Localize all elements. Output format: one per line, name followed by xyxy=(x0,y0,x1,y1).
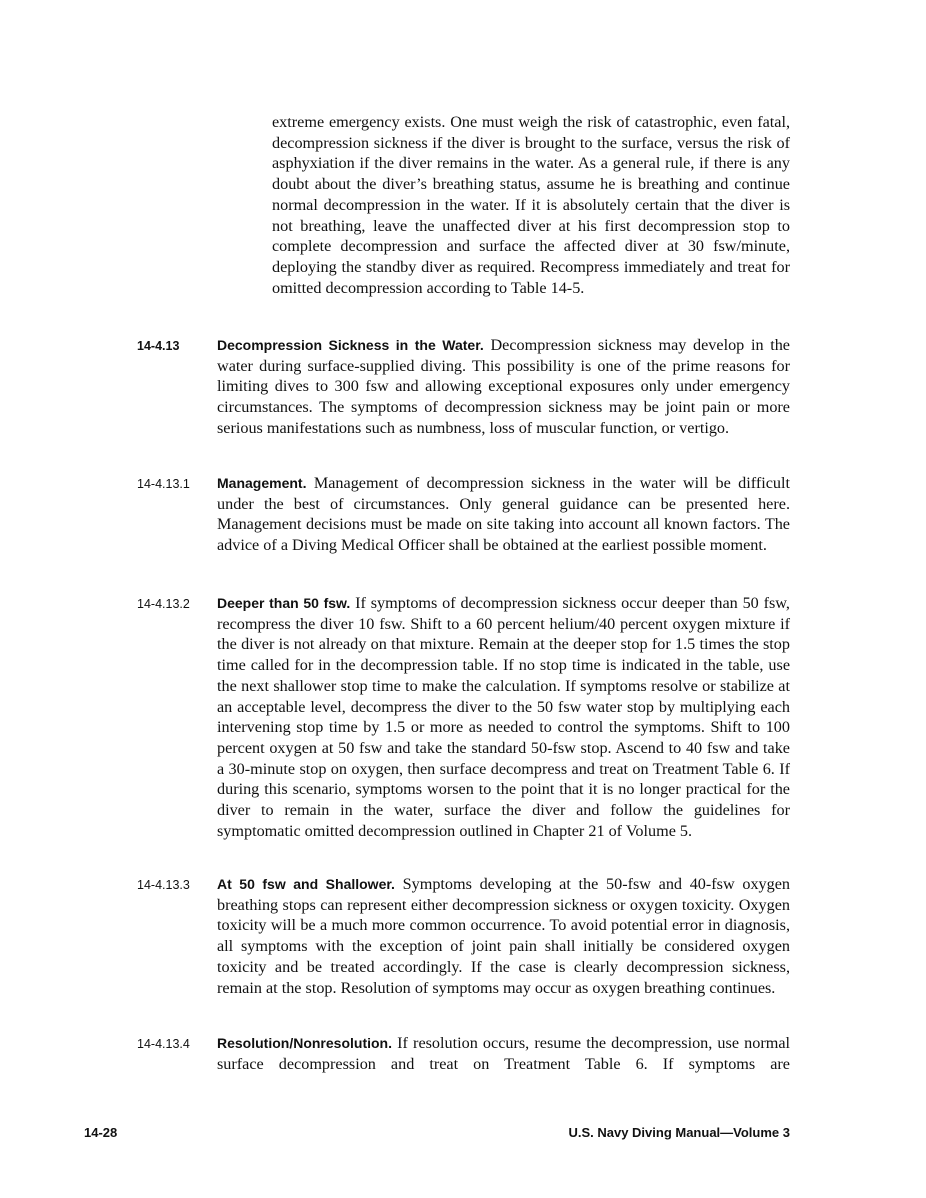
section-number: 14-4.13.1 xyxy=(137,477,190,491)
section-number: 14-4.13.2 xyxy=(137,597,190,611)
section-heading: Management. xyxy=(217,475,307,491)
section-14-4-13-3 xyxy=(137,874,790,998)
section-14-4-13-1 xyxy=(137,473,790,556)
section-number: 14-4.13 xyxy=(137,339,180,353)
section-text: Symptoms developing at the 50-fsw and 40-fsw oxygen breathing stops can represent either decompression sickness or oxygen toxicity. Oxygen toxicity will be a much more common occurrence. To avoid potential error in diagnosis, all symptoms with the exception of joint pain shall initially be considered oxygen toxicity and be treated accordingly. If the case is clearly decompression sickness, remain at the stop. Resolution of symptoms may occur as oxygen breathing continues. xyxy=(217,875,791,997)
manual-title: U.S. Navy Diving Manual—Volume 3 xyxy=(568,1125,790,1140)
section-text: Management of decompression sickness in the water will be difficult under the best of circumstances. Only general guidance can be presented here. Management decisions must be made on site taking into account all known factors. The advice of a Diving Medical Officer shall be obtained at the earliest possible moment. xyxy=(217,474,790,555)
section-14-4-13 xyxy=(137,335,790,439)
section-text: Decompression sickness may develop in the water during surface-supplied diving. This possibility is one of the prime reasons for limiting dives to 300 fsw and allowing exceptional exposures only under emergency circumstances. The symptoms of decompression sickness may be joint pain or more serious manifestations such as numbness, loss of muscular function, or vertigo. xyxy=(217,336,790,437)
section-heading: Resolution/Nonresolution. xyxy=(217,1035,392,1051)
section-heading: Deeper than 50 fsw. xyxy=(217,595,351,611)
continuation-paragraph: extreme emergency exists. One must weigh the risk of catastrophic, even fatal, decompression sickness if the diver is brought to the surface, versus the risk of asphyxiation if the diver remains in the water. As a general rule, if there is any doubt about the diver’s breathing status, assume he is breathing and continue normal decompression in the water. If it is absolutely certain that the diver is not breathing, leave the unaffected diver at his first decompression stop to complete decompression and surface the affected diver at 30 fsw/minute, deploying the standby diver as required. Recompress immediately and treat for omitted decompression according to Table 14-5. xyxy=(272,113,790,297)
section-heading: At 50 fsw and Shallower. xyxy=(217,876,395,892)
page-number: 14-28 xyxy=(84,1125,118,1140)
section-number: 14-4.13.3 xyxy=(137,878,190,892)
section-heading: Decompression Sickness in the Water. xyxy=(217,337,484,353)
section-text: If resolution occurs, resume the decompression, use normal surface decompression and treat on Treatment Table 6. If symptoms are xyxy=(217,1034,790,1073)
section-14-4-13-4 xyxy=(137,1033,790,1074)
section-number: 14-4.13.4 xyxy=(137,1037,190,1051)
section-text: If symptoms of decompression sickness occur deeper than 50 fsw, recompress the diver 10 fsw. Shift to a 60 percent helium/40 percent oxygen mixture if the diver is not already on that mixture. Remain at the deeper stop for 1.5 times the stop time called for in the decompression table. If no stop time is indicated in the table, use the next shallower stop time to make the calculation. If symptoms resolve or stabilize at an acceptable level, decompress the diver to the 50 fsw water stop by multiplying each intervening stop time by 1.5 or more as needed to control the symptoms. Shift to 100 percent oxygen at 50 fsw and take the standard 50-fsw stop. Ascend to 40 fsw and take a 30-minute stop on oxygen, then surface decompress and treat on Treatment Table 6. If during this scenario, symptoms worsen to the point that it is no longer practical for the diver to remain in the water, surface the diver and follow the guidelines for symptomatic omitted decompression outlined in Chapter 21 of Volume 5. xyxy=(217,594,790,840)
section-14-4-13-2 xyxy=(137,593,790,841)
